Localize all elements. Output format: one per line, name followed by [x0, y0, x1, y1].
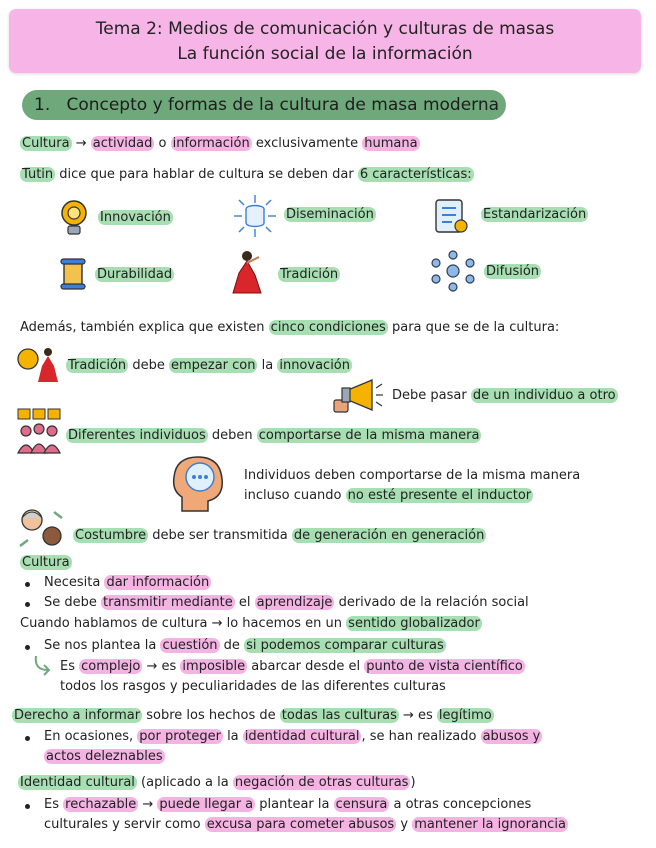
- term: legítimo: [438, 708, 492, 723]
- text: (aplicado a la: [141, 775, 229, 790]
- cultura-bullet-1: [44, 573, 211, 593]
- section-heading: [22, 90, 506, 120]
- term: complejo: [81, 659, 141, 674]
- network-diffusion-icon: [430, 250, 476, 292]
- text: Necesita: [44, 575, 101, 590]
- condition-3: [66, 426, 481, 446]
- text: Cuando hablamos de cultura → lo hacemos en un: [20, 616, 343, 631]
- term: censura: [335, 797, 388, 812]
- condition-4: [244, 466, 580, 506]
- term: no esté presente el inductor: [347, 488, 532, 503]
- text: o: [158, 136, 167, 151]
- text: y: [400, 817, 409, 832]
- megaphone-icon: [332, 376, 384, 416]
- section-title: Concepto y formas de la cultura de masa moderna: [66, 95, 500, 115]
- term: si podemos comparar culturas: [246, 638, 444, 653]
- term-tutin: Tutin: [22, 167, 54, 182]
- text: la: [227, 729, 239, 744]
- term: actos deleznables: [46, 749, 163, 764]
- term: abusos y: [482, 729, 541, 744]
- term: de un individuo a otro: [472, 388, 616, 403]
- text: debe ser transmitida: [152, 528, 288, 543]
- page-title: Tema 2: Medios de comunicación y culturas de masas: [95, 19, 555, 39]
- term: sentido globalizador: [348, 616, 480, 631]
- text: Es: [60, 659, 75, 674]
- cultura-heading: Cultura: [22, 555, 70, 570]
- lightbulb-gear-icon: [57, 197, 91, 237]
- feature-diseminacion: Diseminación: [286, 207, 374, 222]
- text: , se han realizado: [361, 729, 477, 744]
- text: → es: [402, 708, 433, 723]
- term-count: 6 características:: [359, 167, 472, 182]
- text: de: [223, 638, 240, 653]
- dancer-icon: [229, 249, 265, 297]
- text: dice que para hablar de cultura se deben dar: [59, 167, 354, 182]
- text: →: [142, 797, 154, 812]
- feature-durabilidad: Durabilidad: [97, 267, 173, 282]
- cultura-bullet-2: [44, 593, 529, 613]
- curved-arrow-icon: [32, 654, 52, 676]
- tutin-line: [20, 165, 474, 185]
- text: Se nos plantea la: [44, 638, 157, 653]
- feature-tradicion: Tradición: [280, 267, 339, 282]
- term: imposible: [182, 659, 246, 674]
- bullet: [25, 736, 30, 741]
- bullet: [25, 602, 30, 607]
- term: empezar con: [170, 358, 256, 373]
- text: culturales y servir como: [44, 817, 201, 832]
- section-number: 1.: [34, 95, 51, 115]
- term: identidad cultural: [244, 729, 360, 744]
- term: mantener la ignorancia: [414, 817, 566, 832]
- text: para que se de la cultura:: [391, 320, 560, 335]
- page-subtitle: La función social de la información: [177, 44, 473, 64]
- term: Derecho a informar: [14, 708, 141, 723]
- term-humana: humana: [364, 136, 418, 151]
- derecho-line: [12, 706, 494, 726]
- arrow: →: [75, 136, 87, 151]
- cultura-sub-1: [60, 657, 525, 677]
- text: la: [261, 358, 274, 373]
- text: debe: [132, 358, 165, 373]
- term-informacion: información: [172, 136, 250, 151]
- text: a otras concepciones: [393, 797, 532, 812]
- text: incluso cuando: [244, 488, 342, 503]
- text: plantear la: [259, 797, 330, 812]
- text: sobre los hechos de: [146, 708, 276, 723]
- bullet: [25, 804, 30, 809]
- text: En ocasiones,: [44, 729, 134, 744]
- ademas-line: [20, 318, 559, 338]
- definition-line: [20, 134, 420, 154]
- term-cinco-condiciones: cinco condiciones: [270, 320, 386, 335]
- text: Se debe: [44, 595, 97, 610]
- innovation-tradition-icon: [14, 344, 60, 386]
- text: → es: [146, 659, 177, 674]
- condition-5: [73, 526, 486, 546]
- group-people-icon: [16, 407, 62, 455]
- term: transmitir mediante: [103, 595, 233, 610]
- term: Tradición: [68, 358, 127, 373]
- term: por proteger: [139, 729, 221, 744]
- scroll-icon: [58, 256, 88, 292]
- identidad-line: [18, 773, 416, 793]
- identidad-line-2: [44, 815, 568, 835]
- term: aprendizaje: [256, 595, 333, 610]
- term: puede llegar a: [159, 797, 254, 812]
- term: rechazable: [65, 797, 137, 812]
- feature-difusion: Difusión: [486, 264, 540, 279]
- bullet: [25, 582, 30, 587]
- text: Es: [44, 797, 59, 812]
- standardization-icon: [430, 196, 470, 236]
- cultura-sub-2: todos los rasgos y peculiaridades de las diferentes culturas: [60, 679, 446, 694]
- term: dar información: [106, 575, 210, 590]
- condition-2: [392, 386, 618, 406]
- text: deben: [211, 428, 253, 443]
- cultura-line-3: [20, 614, 482, 634]
- term-actividad: actividad: [92, 136, 153, 151]
- term: de generación en generación: [293, 528, 485, 543]
- text: el: [238, 595, 251, 610]
- text: derivado de la relación social: [338, 595, 529, 610]
- feature-estandarizacion: Estandarización: [483, 207, 587, 222]
- text: exclusivamente: [255, 136, 359, 151]
- term: punto de vista científico: [366, 659, 523, 674]
- term: Identidad cultural: [20, 775, 135, 790]
- term: innovación: [279, 358, 350, 373]
- derecho-bullet-1: [44, 727, 542, 747]
- text: Debe pasar: [392, 388, 467, 403]
- term: todas las culturas: [281, 708, 397, 723]
- feature-innovacion: Innovación: [100, 210, 171, 225]
- database-network-icon: [232, 193, 278, 239]
- title-box: [9, 9, 641, 73]
- cultura-bullet-4: [44, 636, 446, 656]
- identidad-bullet-1: [44, 795, 531, 815]
- text: abarcar desde el: [251, 659, 361, 674]
- text: Individuos deben comportarse de la misma manera: [244, 468, 581, 483]
- generations-icon: [16, 506, 66, 550]
- term: Costumbre: [75, 528, 147, 543]
- term-cultura: Cultura: [22, 136, 70, 151]
- bullet: [25, 645, 30, 650]
- term: Diferentes individuos: [68, 428, 206, 443]
- term: comportarse de la misma manera: [258, 428, 480, 443]
- condition-1: [66, 356, 352, 376]
- text: ): [410, 775, 416, 790]
- head-thought-icon: [168, 451, 228, 515]
- term: cuestión: [162, 638, 218, 653]
- term: negación de otras culturas: [234, 775, 409, 790]
- text: Además, también explica que existen: [20, 320, 265, 335]
- term: excusa para cometer abusos: [206, 817, 395, 832]
